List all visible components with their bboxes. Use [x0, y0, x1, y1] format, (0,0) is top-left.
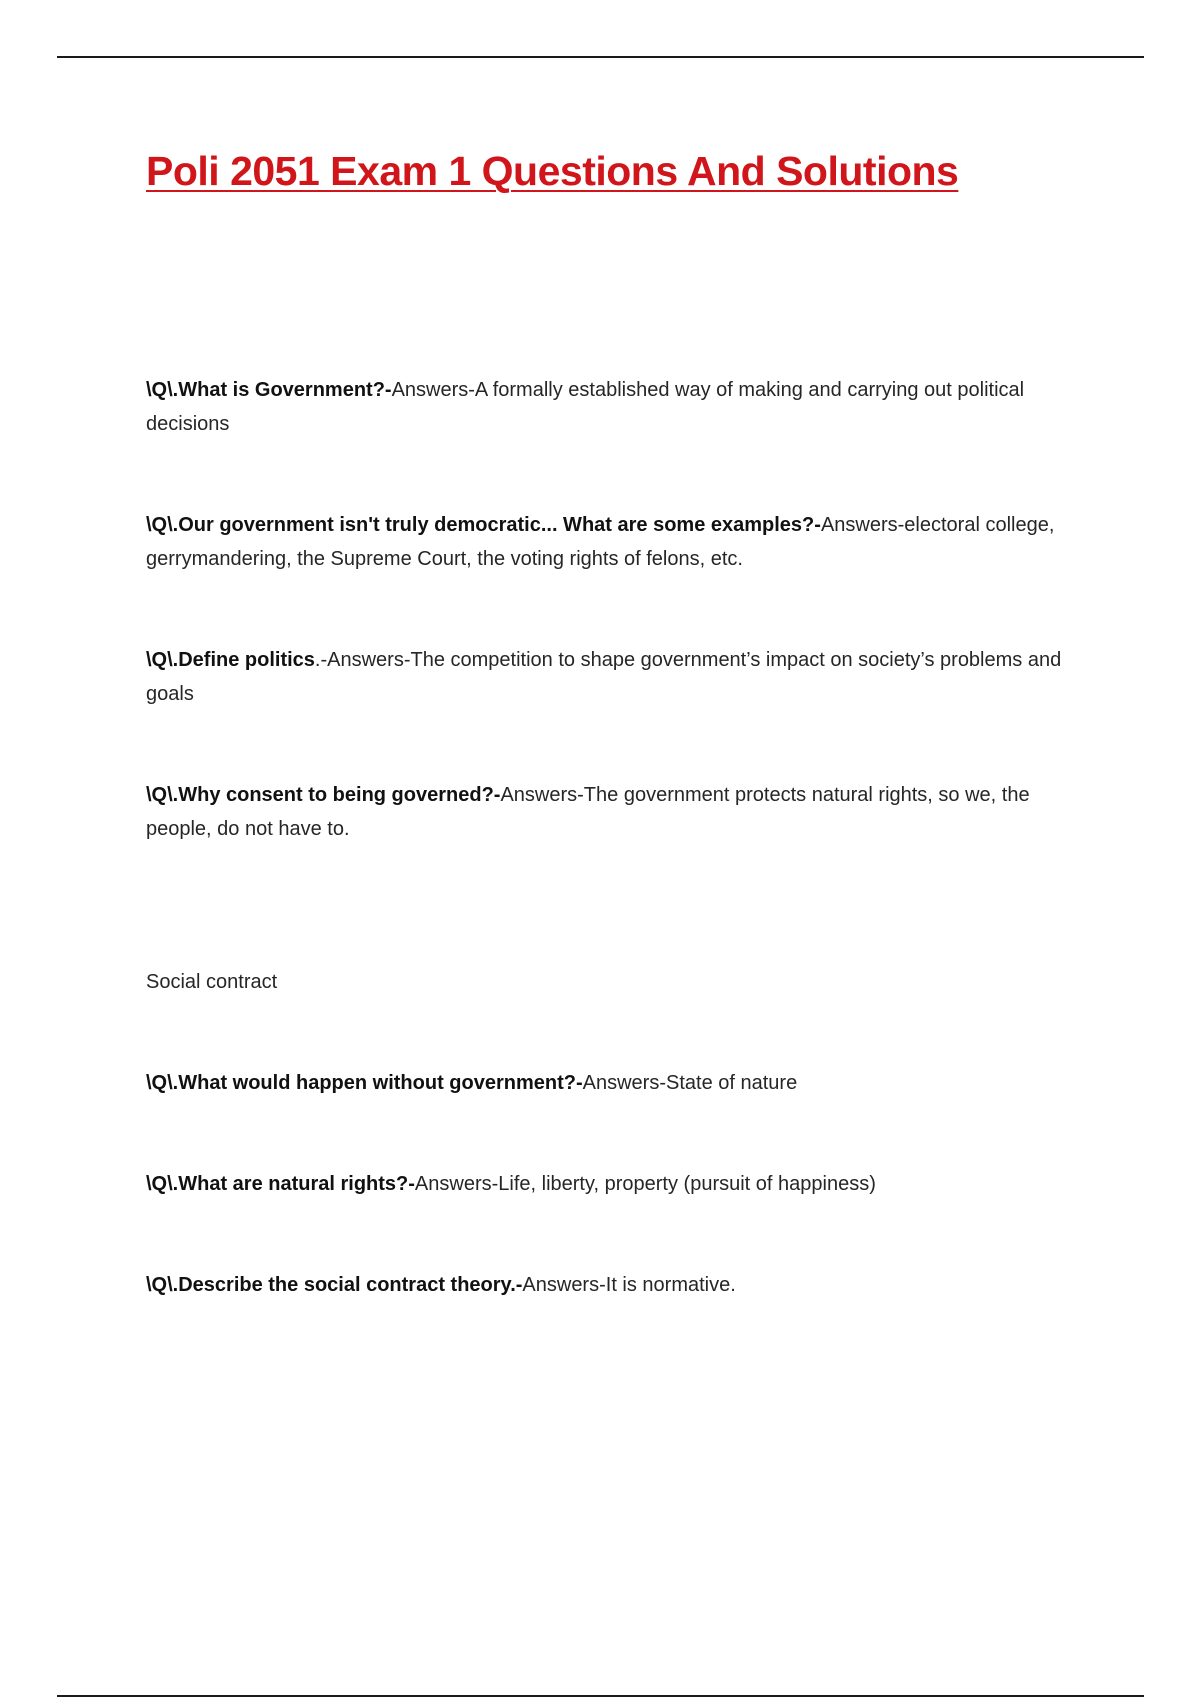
question-text: \Q\.Our government isn't truly democratic... What are some examples?-: [146, 514, 821, 536]
qa-item: [146, 778, 1086, 846]
qa-item: [146, 508, 1086, 576]
qa-item: [146, 643, 1086, 711]
answer-text: .-Answers-The competition to shape government’s impact on society’s problems and goals: [146, 649, 1062, 705]
qa-item: [146, 1066, 1086, 1100]
question-text: \Q\.Why consent to being governed?-: [146, 784, 501, 806]
question-text: \Q\.What are natural rights?-: [146, 1173, 415, 1195]
answer-text: Answers-electoral college, gerrymandering, the Supreme Court, the voting rights of felons, etc.: [146, 514, 1055, 570]
qa-item: [146, 373, 1086, 441]
document-title: Poli 2051 Exam 1 Questions And Solutions: [146, 148, 959, 194]
question-text: \Q\.What is Government?-: [146, 379, 392, 401]
loose-text: Social contract: [146, 971, 278, 993]
question-text: \Q\.What would happen without government?-: [146, 1072, 583, 1094]
answer-text: Answers-Life, liberty, property (pursuit of happiness): [414, 1173, 876, 1195]
answer-text: Answers-State of nature: [582, 1072, 798, 1094]
top-rule: [57, 56, 1144, 58]
answer-text: Answers-The government protects natural rights, so we, the people, do not have to.: [146, 784, 1030, 840]
qa-item: [146, 1268, 1086, 1302]
answer-text: Answers-A formally established way of making and carrying out political decisions: [146, 379, 1025, 435]
answer-text: Answers-It is normative.: [522, 1274, 736, 1296]
qa-item: [146, 1167, 1086, 1201]
question-text: \Q\.Define politics: [146, 649, 315, 671]
question-text: \Q\.Describe the social contract theory.-: [146, 1274, 523, 1296]
bottom-rule: [57, 1695, 1144, 1697]
